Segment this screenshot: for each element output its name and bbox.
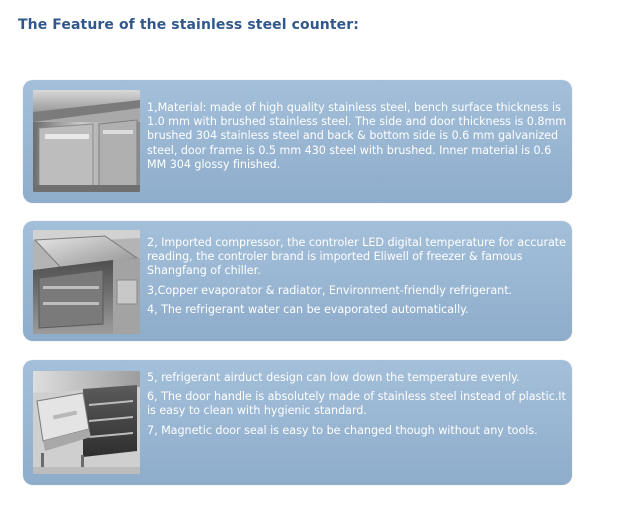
counter-interior-photo-icon bbox=[33, 230, 140, 334]
counter-door-photo-icon bbox=[33, 90, 140, 192]
page-title: The Feature of the stainless steel counter: bbox=[18, 17, 359, 33]
feature-paragraph: 6, The door handle is absolutely made of stainless steel instead of plastic.It is easy to clean with hygienic standard. bbox=[147, 390, 566, 418]
feature-panel-material bbox=[23, 80, 572, 203]
feature-panel-compressor bbox=[23, 221, 572, 341]
feature-text bbox=[147, 101, 570, 175]
feature-paragraph: 4, The refrigerant water can be evaporated automatically. bbox=[147, 302, 469, 316]
feature-paragraph: 5, refrigerant airduct design can low down the temperature evenly. bbox=[147, 371, 520, 384]
feature-panel-airduct bbox=[23, 360, 572, 485]
feature-paragraph: 3,Copper evaporator & radiator, Environment-friendly refrigerant. bbox=[147, 283, 513, 297]
feature-text bbox=[147, 371, 570, 443]
feature-paragraph: 7, Magnetic door seal is easy to be changed though without any tools. bbox=[147, 423, 538, 437]
feature-paragraph: 2, Imported compressor, the controler LED digital temperature for accurate reading, the controler brand is imported Eliwell of freezer & famous Shangfang of chiller. bbox=[147, 236, 566, 278]
feature-paragraph: 1,Material: made of high quality stainless steel, bench surface thickness is 1.0 mm with brushed stainless steel. The side and door thickness is 0.8mm brushed 304 stainless steel and back & bottom side is 0.6 mm galvanized steel, door frame is 0.5 mm 430 steel with brushed. Inner material is 0.6 MM 304 glossy finished. bbox=[147, 101, 567, 171]
counter-drawer-photo-icon bbox=[33, 371, 140, 474]
feature-text bbox=[147, 236, 570, 322]
